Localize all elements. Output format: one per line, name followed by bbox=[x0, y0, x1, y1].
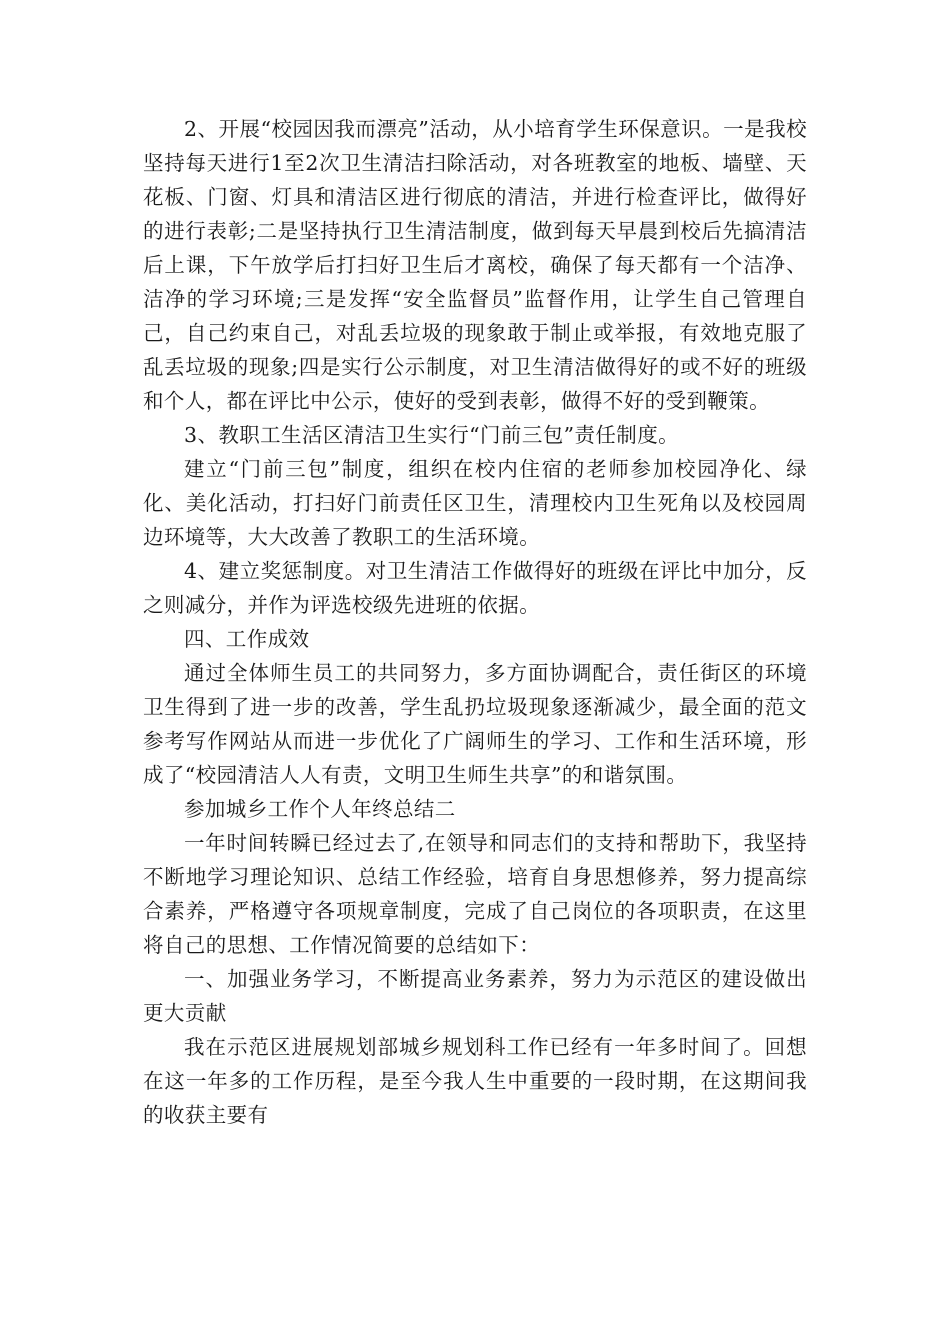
document-body bbox=[143, 112, 807, 1132]
section-title-summary-two: 参加城乡工作个人年终总结二 bbox=[184, 797, 456, 821]
paragraph-year-intro: 一年时间转瞬已经过去了,在领导和同志们的支持和帮助下，我坚持不断地学习理论知识、总结工作经验，培育自身思想修养，努力提高综合素养，严格遵守各项规章制度，完成了自己岗位的各项职责，在这里将自己的思想、工作情况简要的总结如下： bbox=[143, 831, 807, 957]
paragraph-results: 通过全体师生员工的共同努力，多方面协调配合，责任街区的环境卫生得到了进一步的改善，学生乱扔垃圾现象逐渐减少，最全面的范文参考写作网站从而进一步优化了广阔师生的学习、工作和生活环境，形成了“校园清洁人人有责，文明卫生师生共享”的和谐氛围。 bbox=[143, 661, 807, 787]
paragraph-work-history: 我在示范区进展规划部城乡规划科工作已经有一年多时间了。回想在这一年多的工作历程，是至今我人生中重要的一段时期，在这期间我的收获主要有 bbox=[143, 1035, 807, 1127]
paragraph-reward-system: 4、建立奖惩制度。对卫生清洁工作做得好的班级在评比中加分，反之则减分，并作为评选校级先进班的依据。 bbox=[143, 559, 807, 617]
section-heading-results: 四、工作成效 bbox=[184, 627, 310, 651]
paragraph-campus-beauty-activity: 2、开展“校园因我而漂亮”活动，从小培育学生环保意识。一是我校坚持每天进行1至2次卫生清洁扫除活动，对各班教室的地板、墙壁、天花板、门窗、灯具和清洁区进行彻底的清洁，并进行检查评比，做得好的进行表彰;二是坚持执行卫生清洁制度，做到每天早晨到校后先搞清洁后上课，下午放学后打扫好卫生后才离校，确保了每天都有一个洁净、洁净的学习环境;三是发挥“安全监督员”监督作用，让学生自己管理自己，自己约束自己，对乱丢垃圾的现象敢于制止或举报，有效地克服了乱丢垃圾的现象;四是实行公示制度，对卫生清洁做得好的或不好的班级和个人，都在评比中公示，使好的受到表彰，做得不好的受到鞭策。 bbox=[143, 117, 807, 413]
paragraph-three-guarantees: 建立“门前三包”制度，组织在校内住宿的老师参加校园净化、绿化、美化活动，打扫好门前责任区卫生，清理校内卫生死角以及校园周边环境等，大大改善了教职工的生活环境。 bbox=[143, 457, 807, 549]
paragraph-staff-area-heading: 3、教职工生活区清洁卫生实行“门前三包”责任制度。 bbox=[184, 423, 680, 447]
section-heading-study: 一、加强业务学习，不断提高业务素养，努力为示范区的建设做出更大贡献 bbox=[143, 967, 807, 1025]
